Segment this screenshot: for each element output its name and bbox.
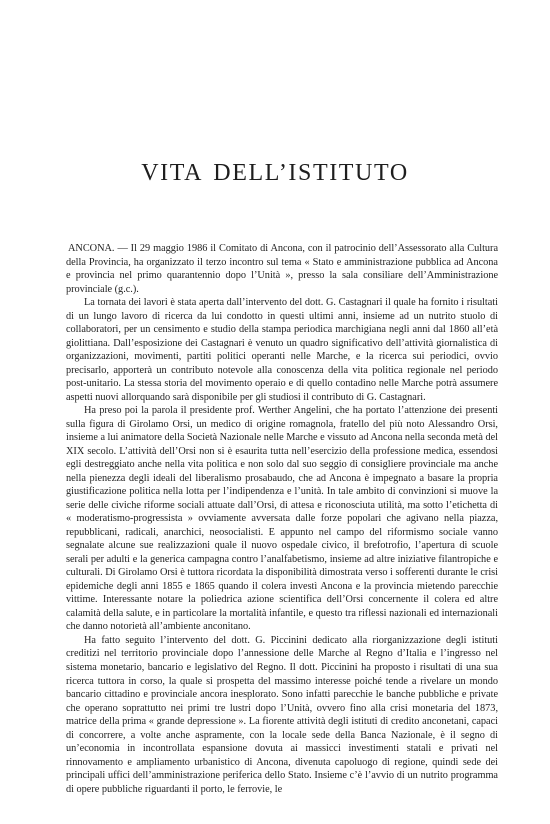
page-title: VITA DELL’ISTITUTO xyxy=(141,160,409,187)
paragraph-ancona-intro: ANCONA. — Il 29 maggio 1986 il Comitato di Ancona, con il patrocinio dell’Assessorato alla Cultura della Provincia, ha organizzato il terzo incontro sul tema « Stato e amministrazione pubblica ad Ancona e provincia nel primo quarantennio dopo l’Unità », presso la sala consiliare dell’Amministrazione provinciale (g.c.). xyxy=(66,243,498,295)
article-body xyxy=(66,242,498,796)
paragraph-castagnari: La tornata dei lavori è stata aperta dall’intervento del dott. G. Castagnari il quale ha fornito i risultati di un lungo lavoro di ricerca da lui condotto in questi ultimi anni, insieme ad un nutrito stuolo di collaboratori, per un censimento e studio della stampa periodica marchigiana negli anni dal 1860 all’età giolittiana. Dall’esposizione dei Castagnari è venuto un quadro significativo dell’attività giornalistica di organizzazioni, movimenti, partiti politici operanti nelle Marche, e la ricerca sui periodici, ovvio precisarlo, apporterà un contributo notevole alla conoscenza della vita politica regionale nel periodo post-unitario. La stessa storia del movimento operaio e di quello contadino nelle Marche potrà assumere aspetti nuovi allorquando sarà disponibile per gli studiosi il contributo di G. Castagnari. xyxy=(66,297,498,403)
paragraph-piccinini: Ha fatto seguito l’intervento del dott. G. Piccinini dedicato alla riorganizzazione degli istituti creditizi nel territorio provinciale dopo l’annessione delle Marche al Regno d’Italia e l’ingresso nel sistema monetario, bancario e legislativo del Regno. Il dott. Piccinini ha proposto i risultati di una sua ricerca tuttora in corso, la quale si prospetta del massimo interesse poiché tende a rivelare un mondo bancario cittadino e provinciale ancora inesplorato. Sono infatti parecchie le banche pubbliche e private che operano soprattutto nei primi tre lustri dopo l’Unità, ovvero fino alla crisi monetaria del 1873, matrice della prima « grande depressione ». La fiorente attività degli istituti di credito anconetani, capaci di concorrere, a volte anche aspramente, con la locale sede della Banca Nazionale, è il segno di un’economia in incontrollata espansione dovuta ai massicci investimenti statali e privati nel rinnovamento e ampliamento urbanistico di Ancona, divenuta capoluogo di regione, quindi sede dei principali uffici dell’amministrazione periferica dello Stato. Insieme c’è l’avvio di un nutrito programma di opere pubbliche riguardanti il porto, le ferrovie, le xyxy=(66,634,498,795)
paragraph-angelini-orsi: Ha preso poi la parola il presidente prof. Werther Angelini, che ha portato l’attenzione dei presenti sulla figura di Girolamo Orsi, un medico di origine romagnola, fratello del più noto Alessandro Orsi, insieme a lui animatore della Società Nazionale nelle Marche e vissuto ad Ancona nella seconda metà del XIX secolo. L’attività dell’Orsi non si è esaurita tutta nell’esercizio della professione medica, essendosi egli destreggiato anche nella vita politica e non solo dal suo seggio di consigliere provinciale ma anche nella pienezza degli ideali del liberalismo prosabaudo, che ad Ancona è impegnato a basare la propria giustificazione politica nella lotta per l’indipendenza e l’unità. In tale ambito di convinzioni si muove la serie delle civiche riforme sociali attuate dall’Orsi, di attesa e riconosciuta utilità, ma sotto l’etichetta di « moderatismo-progressista » ovviamente avversata dalle forze popolari che agivano nella piazza, repubblicani, radicali, anarchici, neosocialisti. E appunto nel campo del riformismo sociale vanno segnalate alcune sue realizzazioni quale il nuovo ospedale civico, il brefotrofio, l’apertura di scuole serali per adulti e la generica campagna contro l’analfabetismo, insieme ad altre iniziative filantropiche e culturali. Di Girolamo Orsi è tuttora ricordata la disponibilità dimostrata verso i sofferenti durante le crisi epidemiche degli anni 1855 e 1865 quando il colera investì Ancona e la provincia mietendo parecchie vittime. Interessante notare la poliedrica azione scientifica dell’Orsi concernente il colera ed altre calamità della salute, e in particolare la mortalità infantile, e questo tra riflessi nazionali ed internazionali che danno notorietà all’ambiente anconitano. xyxy=(66,405,498,633)
